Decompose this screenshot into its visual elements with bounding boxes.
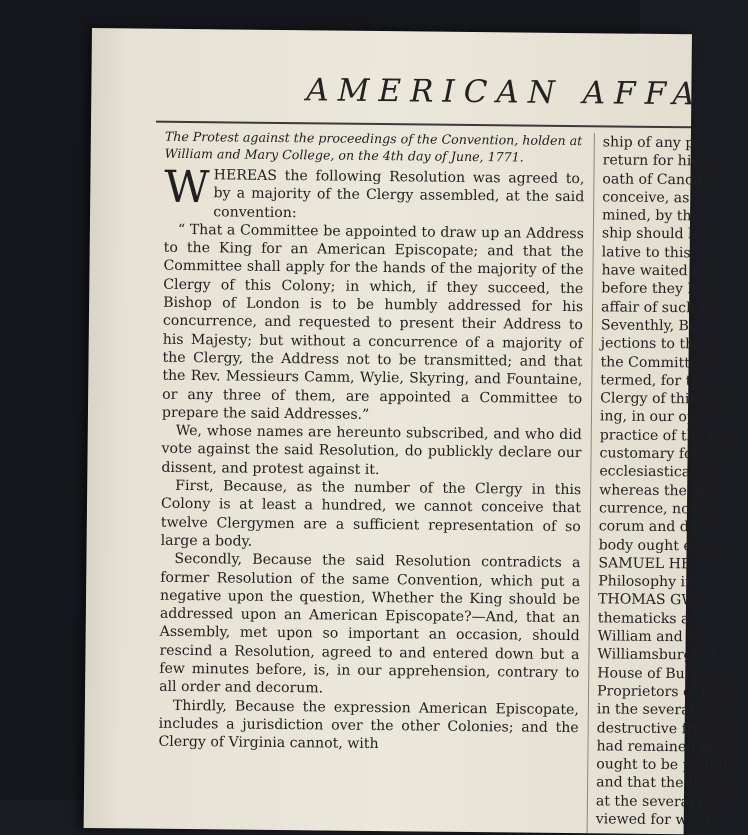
right-line: have waited for xyxy=(601,262,713,280)
right-line: customary for the xyxy=(599,445,727,463)
right-line: in the several publ xyxy=(596,701,731,719)
right-line: jections to that p xyxy=(600,335,722,353)
right-line: viewed for what is xyxy=(595,811,727,829)
paragraph-first: First, Because, as the number of the Clergy in this Colony is at least a hundred, we cannot conceive that twelve Clergymen are a sufficient representation of so large a body. xyxy=(160,477,582,550)
right-line: Philosophy in xyxy=(598,573,695,591)
right-line: ecclesiastical nat xyxy=(599,463,723,481)
right-line: mined, by this xyxy=(601,207,704,225)
drop-capital: W xyxy=(164,161,210,214)
paragraph-dissent: We, whose names are hereunto subscribed, and who did vote against the said Resolution, do publickly declare our dissent, and protest against it. xyxy=(161,423,582,478)
right-line: SAMUEL HE xyxy=(598,555,692,573)
paragraph-resolution-quote: “ That a Committee be appointed to draw up an Address to the King for an American Episcopate; and that the Committee shall apply for the hands of the majority of the Clergy of this Colony; in which, if they succeed, the Bishop of London is to be humbly addressed for his concurrence, and requested to present their Address to his Majesty; but without a concurrence of a majority of the Clergy, the Address not to be transmitted; and that the Rev. Messieurs Camm, Wylie, Skyring, and Fountaine, or any three of them, are appointed a Committee to prepare the said Addresses.” xyxy=(161,221,584,423)
right-line: body ought ever to xyxy=(598,536,734,555)
right-line: practice of the Ch xyxy=(599,427,729,445)
right-line: the Committee a xyxy=(600,353,720,372)
right-line: whereas the man xyxy=(599,481,723,500)
right-line: ought to be paid for xyxy=(596,756,739,774)
newspaper-page xyxy=(84,28,741,834)
right-line: Proprietors of tobac xyxy=(596,683,741,701)
right-line: had remained in the xyxy=(596,738,741,756)
right-line: ship should be a xyxy=(601,225,719,244)
masthead-rule xyxy=(156,121,691,129)
paragraph-whereas xyxy=(164,161,585,225)
right-column xyxy=(596,133,743,830)
right-line: ing, in our opini xyxy=(599,408,715,426)
column-divider xyxy=(587,133,595,833)
right-line: Seventhly, Be xyxy=(600,317,698,335)
right-line: and that the Propri xyxy=(596,774,734,793)
right-line: corum and digni xyxy=(598,518,717,536)
right-line: William and M xyxy=(597,628,702,646)
right-line: oath of Canonic xyxy=(602,170,716,189)
right-line: currence, now pr xyxy=(598,500,722,518)
right-line: thematicks a xyxy=(597,610,690,628)
right-line: House of Burgesses xyxy=(597,664,740,683)
right-line: Williamsburgh, J xyxy=(597,646,717,664)
paragraph-thirdly: Thirdly, Because the expression American Episcopate, includes a jurisdiction over the other Colonies; and the Clergy of Virginia cannot, with xyxy=(158,697,579,753)
right-line: destructive freshes, xyxy=(596,719,739,738)
protest-headline: The Protest against the proceedings of the Convention, holden at William and Mary College, on the 4th day of June, 1771. xyxy=(164,128,583,165)
right-line: affair of such va xyxy=(601,299,717,317)
right-line: return for his pa xyxy=(602,152,721,170)
right-line: Clergy of this Colo xyxy=(600,390,734,408)
right-line: lative to this n xyxy=(601,244,705,262)
masthead-title: AMERICAN AFFA xyxy=(306,72,705,113)
right-line: ship of any pa xyxy=(602,134,703,152)
right-line: conceive, as it xyxy=(602,189,705,207)
right-line: termed, for the xyxy=(600,372,709,390)
right-line: THOMAS GWA xyxy=(597,591,706,609)
paragraph-secondly: Secondly, Because the said Resolution contradicts a former Resolution of the same Convention, which put a negative upon the question, Whether the King should be addressed upon an American Episcopate?—And, that an Assembly, met upon so important an occasion, should rescind a Resolution, agreed to and entered down but a few minutes before, is, in our apprehension, contrary to all order and decorum. xyxy=(159,551,581,697)
right-line: at the several publ xyxy=(595,793,730,811)
right-line: before they had xyxy=(601,280,715,298)
left-column xyxy=(158,129,584,756)
paragraph-text: HEREAS the following Resolution was agreed to, by a majority of the Clergy assembled, at the said convention: xyxy=(213,167,585,221)
